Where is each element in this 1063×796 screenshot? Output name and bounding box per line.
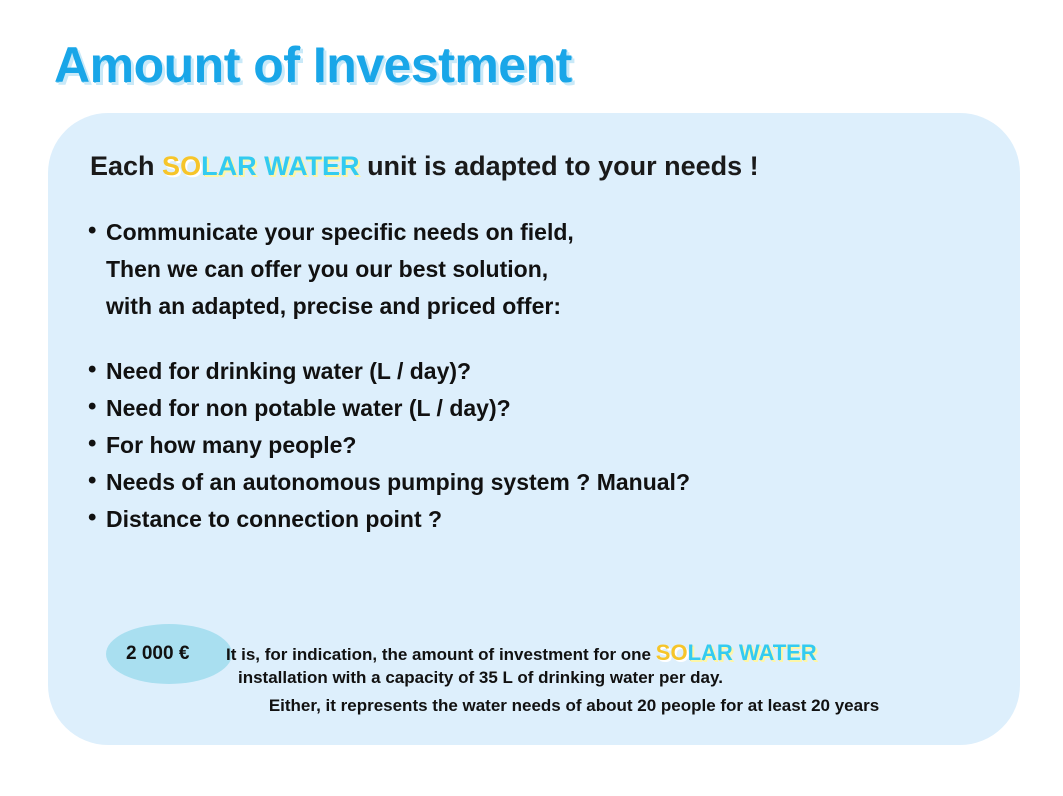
list-item: • For how many people?	[62, 434, 1002, 471]
list-item: with an adapted, precise and priced offer:	[106, 293, 561, 319]
brand-letter-o: O	[180, 151, 202, 181]
brand-letter-s: S	[655, 640, 671, 665]
list-item: • Communicate your specific needs on field,	[62, 221, 1002, 258]
list-item: • Distance to connection point ?	[62, 508, 1002, 545]
headline-after: unit is adapted to your needs !	[359, 151, 759, 181]
list-item: • Need for drinking water (L / day)?	[62, 360, 1002, 397]
content-panel	[48, 113, 1020, 745]
list-item: • Needs of an autonomous pumping system ? Manual?	[62, 471, 1002, 508]
footnote-line-1-text: It is, for indication, the amount of investment for one	[226, 645, 656, 664]
footnote-line-3: Either, it represents the water needs of about 20 people for at least 20 years	[268, 696, 880, 715]
brand-letter-o: O	[670, 640, 688, 665]
footnote-line-1	[226, 640, 817, 666]
spacer	[62, 332, 1002, 360]
headline	[90, 151, 759, 182]
brand-letter-s: S	[162, 151, 181, 181]
footnote-line-2: installation with a capacity of 35 L of drinking water per day.	[238, 668, 723, 687]
headline-before: Each	[90, 151, 163, 181]
page-title: Amount of Investment	[54, 37, 572, 93]
bullet-list	[62, 221, 1002, 545]
brand-solar-water: SOLAR WATER	[162, 151, 360, 181]
brand-solar-water: SOLAR WATER	[655, 640, 817, 665]
list-item: Then we can offer you our best solution,	[106, 256, 549, 282]
price-value: 2 000 €	[126, 643, 190, 664]
list-item: • Need for non potable water (L / day)?	[62, 397, 1002, 434]
